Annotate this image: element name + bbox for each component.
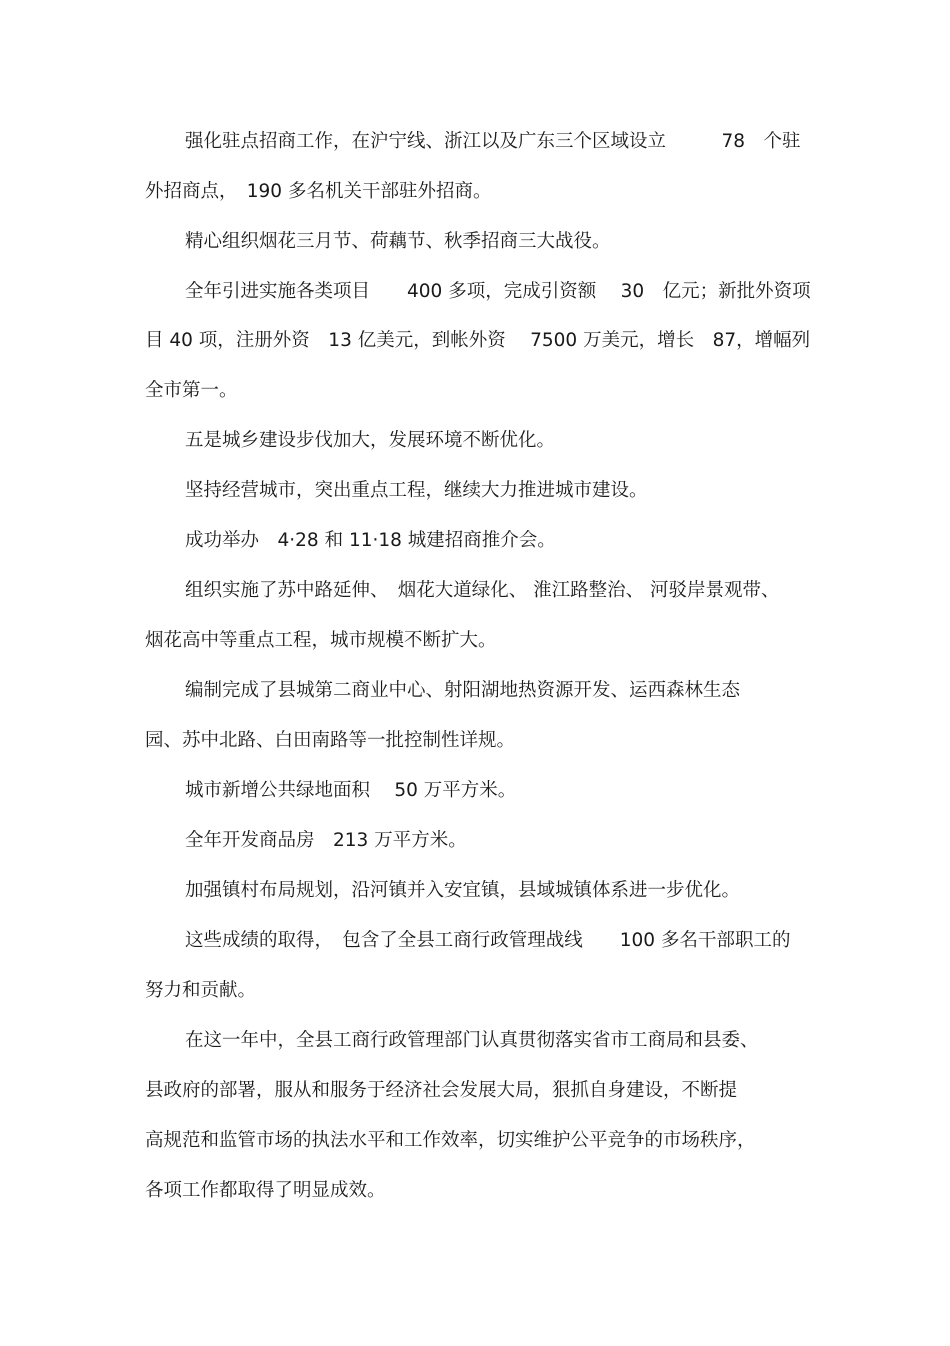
paragraph-line: 组织实施了苏中路延伸、 烟花大道绿化、 淮江路整治、 河驳岸景观带、	[185, 580, 780, 601]
paragraph-line: 各项工作都取得了明显成效。	[145, 1180, 386, 1201]
paragraph-line: 坚持经营城市，突出重点工程，继续大力推进城市建设。	[185, 480, 648, 501]
paragraph-line: 园、苏中北路、白田南路等一批控制性详规。	[145, 730, 516, 751]
paragraph-line: 这些成绩的取得， 包含了全县工商行政管理战线 100 多名干部职工的	[185, 930, 791, 951]
paragraph-line: 高规范和监管市场的执法水平和工作效率，切实维护公平竞争的市场秩序，	[145, 1130, 756, 1151]
paragraph-line: 强化驻点招商工作，在沪宁线、浙江以及广东三个区域设立 78 个驻	[185, 131, 801, 152]
paragraph-line: 全市第一。	[145, 380, 238, 401]
paragraph-line: 努力和贡献。	[145, 980, 257, 1001]
paragraph-line: 城市新增公共绿地面积 50 万平方米。	[185, 780, 517, 801]
paragraph-line: 五是城乡建设步伐加大，发展环境不断优化。	[185, 430, 556, 451]
paragraph-line: 精心组织烟花三月节、荷藕节、秋季招商三大战役。	[185, 231, 611, 252]
paragraph-line: 外招商点， 190 多名机关干部驻外招商。	[145, 181, 492, 202]
paragraph-line: 烟花高中等重点工程，城市规模不断扩大。	[145, 630, 497, 651]
paragraph-line: 编制完成了县城第二商业中心、射阳湖地热资源开发、运西森林生态	[185, 680, 741, 701]
paragraph-line: 全年开发商品房 213 万平方米。	[185, 830, 467, 851]
paragraph-line: 在这一年中，全县工商行政管理部门认真贯彻落实省市工商局和县委、	[185, 1030, 759, 1051]
paragraph-line: 县政府的部署，服从和服务于经济社会发展大局，狠抓自身建设，不断提	[145, 1080, 738, 1101]
paragraph-line: 加强镇村布局规划，沿河镇并入安宜镇，县域城镇体系进一步优化。	[185, 880, 741, 901]
paragraph-line: 目 40 项，注册外资 13 亿美元，到帐外资 7500 万美元，增长 87，增幅列	[145, 330, 811, 351]
paragraph-line: 成功举办 4·28 和 11·18 城建招商推介会。	[185, 530, 556, 551]
paragraph-line: 全年引进实施各类项目 400 多项，完成引资额 30 亿元；新批外资项	[185, 281, 811, 302]
